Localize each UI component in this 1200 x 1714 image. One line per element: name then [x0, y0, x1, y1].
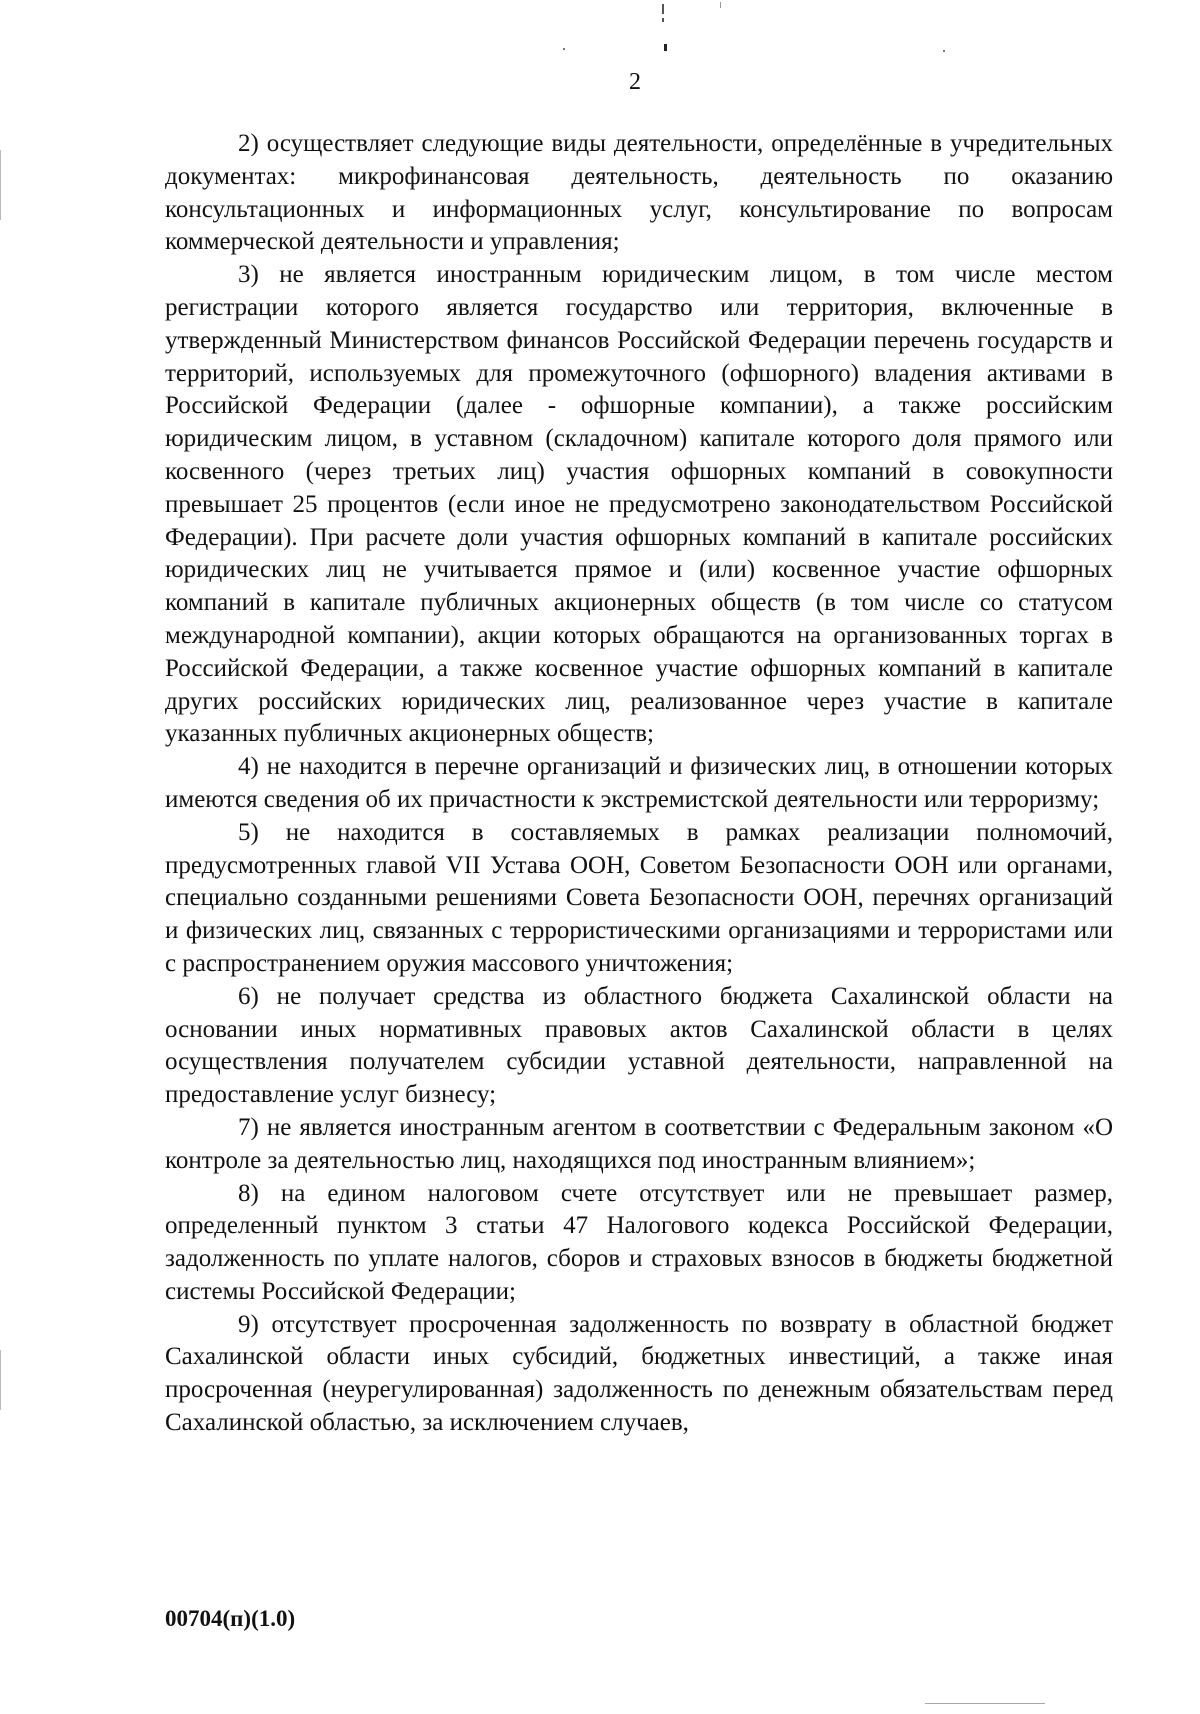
scan-mark	[0, 150, 1, 220]
scan-mark	[563, 48, 565, 50]
list-item: 4) не находится в перечне организаций и физических лиц, в отношении которых имеются сведения об их причастности к экстремистской деятельности или терроризму;	[165, 753, 1113, 813]
scan-mark	[720, 2, 721, 8]
list-item: 5) не находится в составляемых в рамках реализации полномочий, предусмотренных главой VII Устава ООН, Советом Безопасности ООН или органами, специально созданными решениями Совета Безопасности ООН, перечнях организаций и физических лиц, связанных с террористическими организациями и террористами или с распространением оружия массового уничтожения;	[165, 818, 1113, 977]
scan-mark	[664, 44, 667, 51]
list-item: 2) осуществляет следующие виды деятельности, определённые в учредительных документах: микрофинансовая деятельность, деятельность по оказанию консультационных и информационных услуг, консультирование по вопросам коммерческой деятельности и управления;	[165, 130, 1113, 256]
scan-mark	[662, 4, 664, 14]
list-item: 7) не является иностранным агентом в соответствии с Федеральным законом «О контроле за деятельностью лиц, находящихся под иностранным влиянием»;	[165, 1113, 1113, 1174]
list-item: 6) не получает средства из областного бюджета Сахалинской области на основании иных нормативных правовых актов Сахалинской области в целях осуществления получателем субсидии уставной деятельности, направленной на предоставление услуг бизнесу;	[165, 982, 1113, 1109]
scan-mark	[943, 50, 945, 52]
document-code: 00704(п)(1.0)	[165, 1606, 296, 1631]
list-item: 8) на едином налоговом счете отсутствует или не превышает размер, определенный пунктом 3 статьи 47 Налогового кодекса Российской Федерации, задолженность по уплате налогов, сборов и страховых взносов в бюджеты бюджетной системы Российской Федерации;	[165, 1179, 1113, 1305]
scan-mark	[0, 1350, 1, 1410]
page-number: 2	[629, 69, 641, 95]
document-body	[165, 128, 1113, 1440]
list-item: 3) не является иностранным юридическим лицом, в том числе местом регистрации которого является государство или территория, включенные в утвержденный Министерством финансов Российской Федерации перечень государств и территорий, используемых для промежуточного (офшорного) владения активами в Российской Федерации (далее - офшорные компании), а также российским юридическим лицом, в уставном (складочном) капитале которого доля прямого или косвенного (через третьих лиц) участия офшорных компаний в совокупности превышает 25 процентов (если иное не предусмотрено законодательством Российской Федерации). При расчете доли участия офшорных компаний в капитале российских юридических лиц не учитывается прямое и (или) косвенное участие офшорных компаний в капитале публичных акционерных обществ (в том числе со статусом международной компании), акции которых обращаются на организованных торгах в Российской Федерации, а также косвенное участие офшорных компаний в капитале других российских юридических лиц, реализованное через участие в капитале указанных публичных акционерных обществ;	[165, 261, 1113, 748]
scan-mark	[925, 1703, 1045, 1704]
scan-mark	[662, 18, 664, 22]
list-item: 9) отсутствует просроченная задолженность по возврату в областной бюджет Сахалинской области иных субсидий, бюджетных инвестиций, а также иная просроченная (неурегулированная) задолженность по денежным обязательствам перед Сахалинской областью, за исключением случаев,	[165, 1310, 1113, 1437]
